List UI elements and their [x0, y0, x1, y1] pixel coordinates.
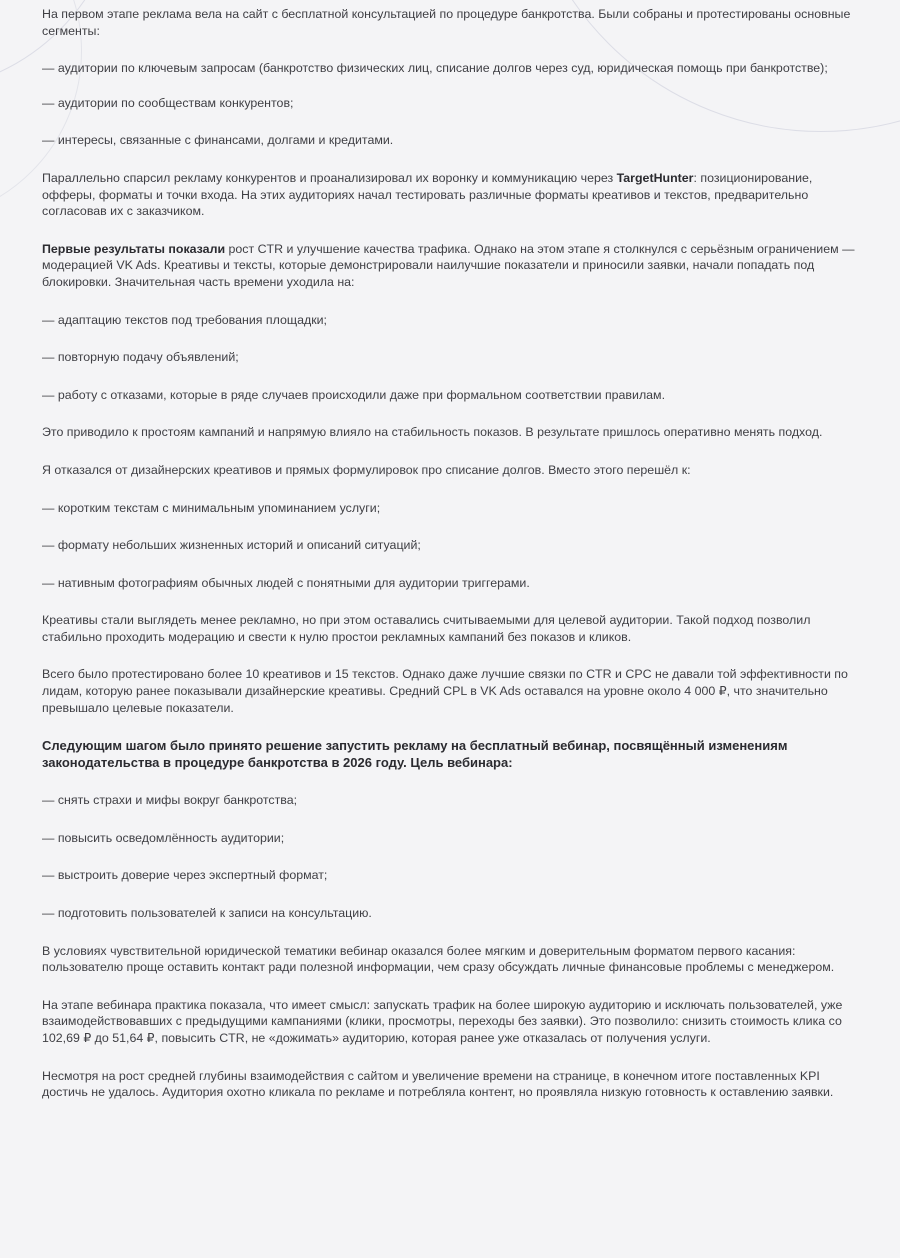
paragraph-tests: Всего было протестировано более 10 креативов и 15 текстов. Однако даже лучшие связки по CTR и CPC не давали той эффективности по лидам, которую ранее показывали дизайнерские креативы. Средний CPL в VK Ads оставался на уровне около 4 000 ₽, что значительно превышало целевые показатели.: [42, 667, 848, 715]
paragraph-downtime: Это приводило к простоям кампаний и напрямую влияло на стабильность показов. В результате пришлось оперативно менять подход.: [42, 425, 823, 440]
list-item: — коротким текстам с минимальным упоминанием услуги;: [42, 500, 381, 515]
bold-text: TargetHunter: [616, 170, 694, 185]
section-heading-webinar: Следующим шагом было принято решение запустить рекламу на бесплатный вебинар, посвящённый изменениям законодательства в процедуре банкротства в 2026 году. Цель вебинара:: [42, 738, 788, 771]
list-item: — интересы, связанные с финансами, долгами и кредитами.: [42, 133, 394, 148]
list-item: — формату небольших жизненных историй и описаний ситуаций;: [42, 538, 421, 553]
paragraph-conclusion: Несмотря на рост средней глубины взаимодействия с сайтом и увеличение времени на странице, в конечном итоге поставленных KPI достичь не удалось. Аудитория охотно кликала по рекламе и потребляла контент, но проявляла низкую готовность к оставлению заявки.: [42, 1068, 834, 1100]
text: : позиционирование, офферы, форматы и точки входа. На этих аудиториях начал тестировать различные форматы креативов и текстов, предварительно согласовав их с заказчиком.: [42, 170, 813, 219]
list-item: — снять страхи и мифы вокруг банкротства;: [42, 793, 298, 808]
paragraph-approach-change: Я отказался от дизайнерских креативов и прямых формулировок про списание долгов. Вместо этого перешёл к:: [42, 462, 691, 477]
list-item: — нативным фотографиям обычных людей с понятными для аудитории триггерами.: [42, 575, 530, 590]
article-body: [42, 6, 862, 1122]
list-item: — подготовить пользователей к записи на консультацию.: [42, 906, 372, 921]
paragraph-creatives: Креативы стали выглядеть менее рекламно, но при этом оставались считываемыми для целевой аудитории. Такой подход позволил стабильно проходить модерацию и свести к нулю простои рекламных кампаний без показов и кликов.: [42, 613, 811, 644]
paragraph-competitors: [42, 170, 862, 220]
list-item: — выстроить доверие через экспертный формат;: [42, 868, 328, 883]
text: рост CTR и улучшение качества трафика. Однако на этом этапе я столкнулся с серьёзным ограничением — модерацией VK Ads. Креативы и тексты, которые демонстрировали наилучшие показатели и приносили заявки, начали попадать под блокировки. Значительная часть времени уходила на:: [42, 241, 855, 289]
text: Параллельно спарсил рекламу конкурентов и проанализировал их воронку и коммуникацию через: [42, 170, 617, 185]
list-item: — адаптацию текстов под требования площадки;: [42, 312, 327, 327]
list-item: — повторную подачу объявлений;: [42, 350, 239, 365]
list-item: — аудитории по сообществам конкурентов;: [42, 95, 294, 110]
paragraph-intro: На первом этапе реклама вела на сайт с бесплатной консультацией по процедуре банкротства. Были собраны и протестированы основные сегменты:: [42, 7, 851, 38]
paragraph-webinar-practice: На этапе вебинара практика показала, что имеет смысл: запускать трафик на более широкую аудиторию и исключать пользователей, уже взаимодействовавших с предыдущими кампаниями (клики, просмотры, переходы без заявки). Это позволило: снизить стоимость клика со 102,69 ₽ до 51,64 ₽, повысить CTR, не «дожимать» аудиторию, которая ранее уже отказалась от получения услуги.: [42, 997, 843, 1045]
paragraph-first-results: [42, 241, 862, 291]
list-item: — работу с отказами, которые в ряде случаев происходили даже при формальном соответствии правилам.: [42, 387, 666, 402]
list-item: — повысить осведомлённость аудитории;: [42, 830, 285, 845]
list-item: — аудитории по ключевым запросам (банкротство физических лиц, списание долгов через суд, юридическая помощь при банкротстве);: [42, 61, 828, 76]
bold-text: Первые результаты показали: [42, 241, 226, 256]
paragraph-webinar-format: В условиях чувствительной юридической тематики вебинар оказался более мягким и доверительным форматом первого касания: пользователю проще оставить контакт ради полезной информации, чем сразу обсуждать личные финансовые проблемы с менеджером.: [42, 943, 835, 975]
